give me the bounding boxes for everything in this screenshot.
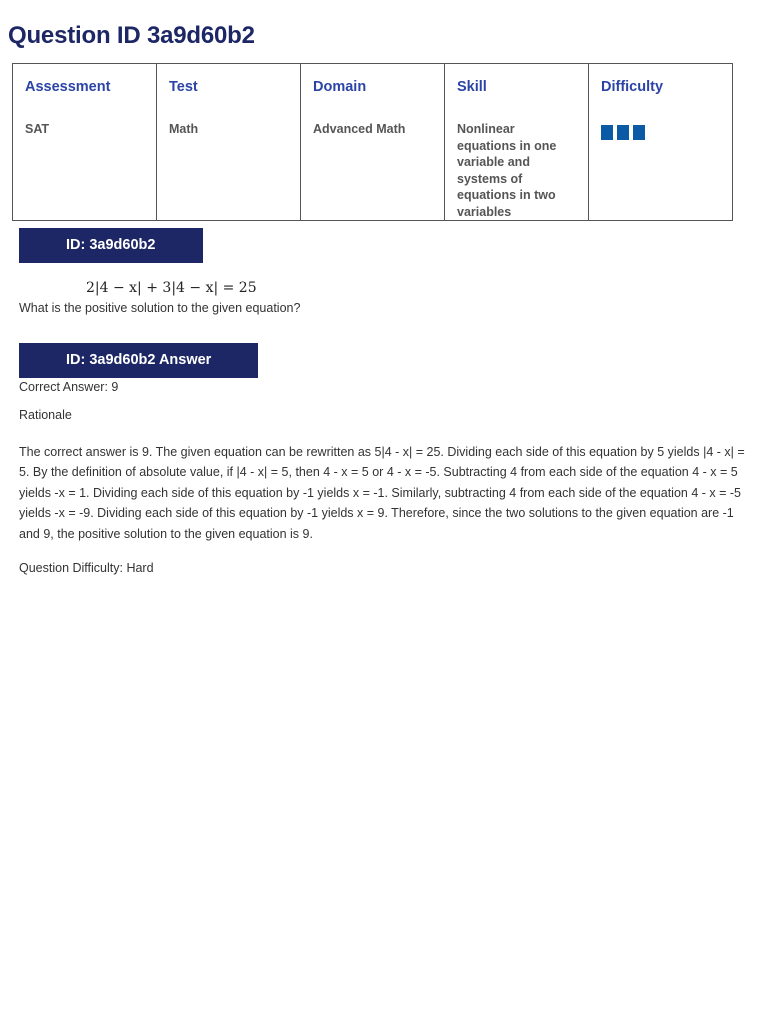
test-value: Math bbox=[169, 122, 199, 136]
question-equation: 2|4 − x| + 3|4 − x| = 25 bbox=[86, 280, 257, 296]
correct-answer: Correct Answer: 9 bbox=[19, 380, 119, 394]
skill-value: Nonlinear equations in one variable and systems of equations in two variables bbox=[457, 122, 557, 219]
domain-header: Domain bbox=[313, 79, 367, 95]
page-title: Question ID 3a9d60b2 bbox=[8, 22, 255, 49]
assessment-header: Assessment bbox=[25, 79, 111, 95]
difficulty-bar bbox=[601, 125, 613, 140]
question-prompt: What is the positive solution to the given equation? bbox=[19, 301, 301, 315]
difficulty-bar bbox=[617, 125, 629, 140]
rationale-label: Rationale bbox=[19, 408, 72, 422]
answer-id-banner: ID: 3a9d60b2 Answer bbox=[19, 343, 258, 378]
assessment-cell bbox=[13, 64, 157, 221]
assessment-value: SAT bbox=[25, 122, 50, 136]
domain-cell bbox=[301, 64, 445, 221]
test-cell bbox=[157, 64, 301, 221]
test-header: Test bbox=[169, 79, 198, 95]
question-difficulty: Question Difficulty: Hard bbox=[19, 561, 154, 575]
metadata-table bbox=[12, 63, 733, 221]
skill-cell bbox=[445, 64, 589, 221]
difficulty-cell bbox=[589, 64, 733, 221]
question-id-banner: ID: 3a9d60b2 bbox=[19, 228, 203, 263]
difficulty-header: Difficulty bbox=[601, 79, 664, 95]
difficulty-indicator bbox=[601, 125, 720, 140]
skill-header: Skill bbox=[457, 79, 487, 95]
domain-value: Advanced Math bbox=[313, 122, 406, 136]
rationale-body: The correct answer is 9. The given equation can be rewritten as 5|4 - x| = 25. Dividing each side of this equation by 5 yields |4 - x| = 5. By the definition of absolute value, if |4 - x| = 5, then 4 - x = 5 or 4 - x = -5. Subtracting 4 from each side of the equation 4 - x = 5 yields -x = 1. Dividing each side of this equation by -1 yields x = -1. Similarly, subtracting 4 from each side of the equation 4 - x = -5 yields -x = -9. Dividing each side of this equation by -1 yields x = 9. Therefore, since the two solutions to the given equation are -1 and 9, the positive solution to the given equation is 9. bbox=[19, 445, 745, 541]
difficulty-bar bbox=[633, 125, 645, 140]
